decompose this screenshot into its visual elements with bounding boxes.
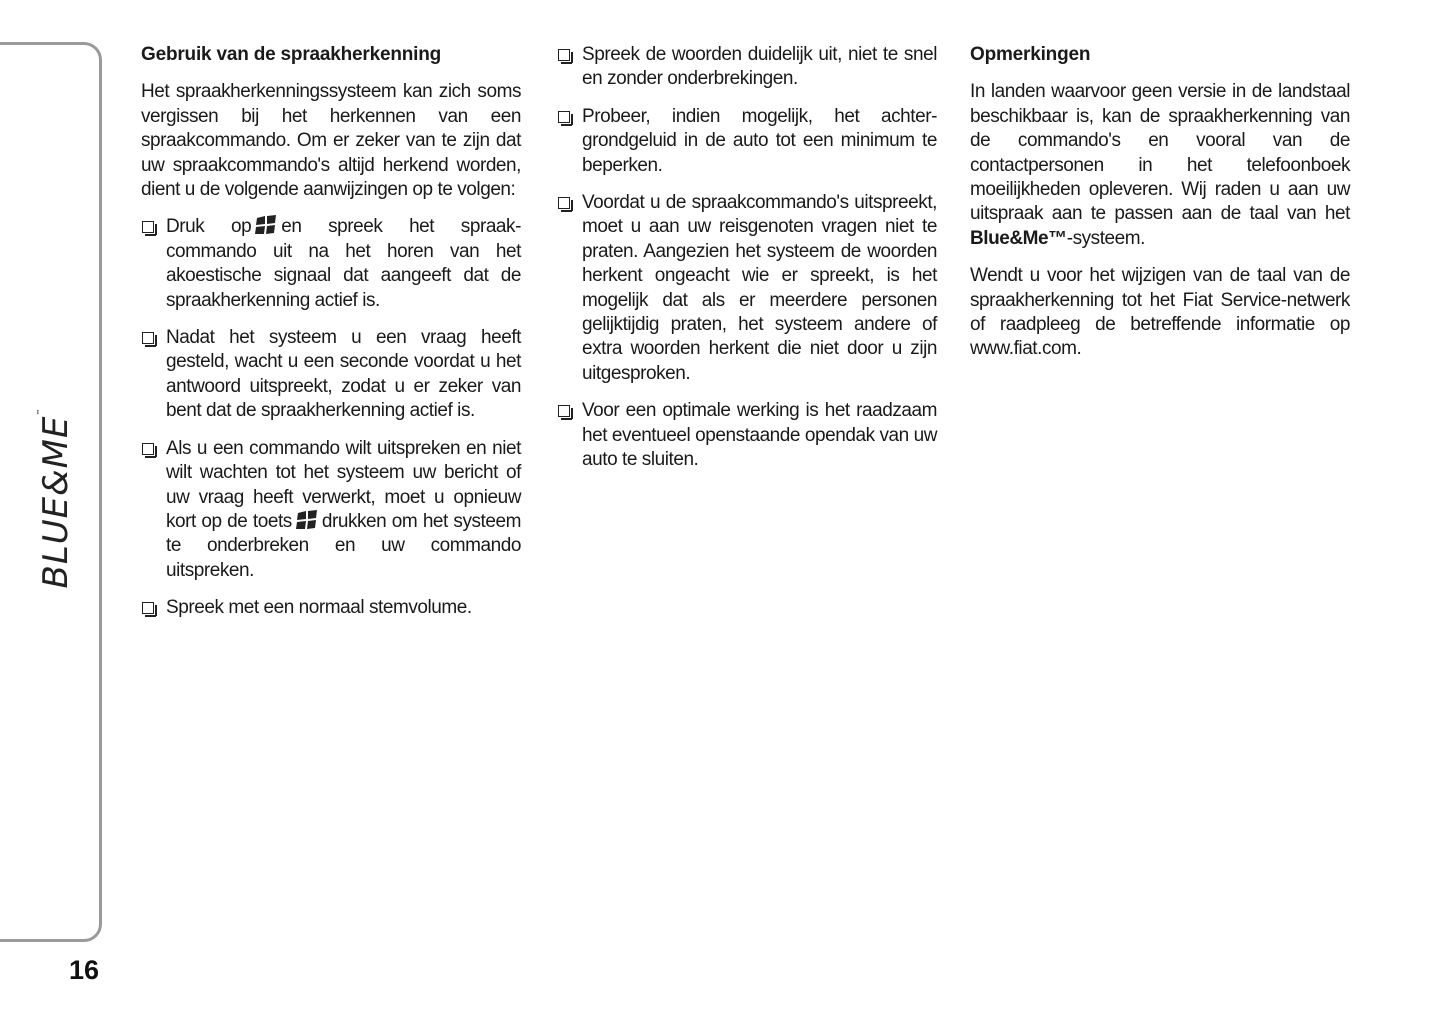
- notes-paragraph: Wendt u voor het wijzigen van de taal van de spraakherkenning tot het Fiat Service-netwerk of raadpleeg de betreffende informatie op www.fiat.com.: [970, 265, 1350, 360]
- item-text: Probeer, indien mogelijk, het achter-grondgeluid in de auto tot een minimum te beperken.: [582, 105, 937, 176]
- checkbox-bullet-icon: [142, 443, 154, 455]
- item-text: Als u een commando wilt uitspreken en niet wilt wachten tot het systeem uw bericht of uw vraag heeft verwerkt, moet u opnieuw kort op de toets: [166, 437, 521, 532]
- page-number: 16: [69, 955, 100, 985]
- column-2: [557, 43, 937, 486]
- checkbox-bullet-icon: [558, 111, 570, 123]
- list-item: [141, 437, 521, 583]
- checkbox-bullet-icon: [558, 405, 570, 417]
- section-heading: Opmerkingen: [970, 44, 1091, 65]
- text: In landen waarvoor geen versie in de landstaal beschikbaar is, kan de spraakherkenning van de commando's en vooral van de contactpersonen in het telefoonboek moeilijkheden opleveren. Wij raden u aan uw uitspraak aan te passen aan de taal van het: [970, 81, 1350, 225]
- checkbox-bullet-icon: [142, 221, 154, 233]
- column-1: [141, 43, 521, 634]
- list-item: [557, 399, 937, 472]
- list-item: [141, 596, 521, 620]
- list-item: [557, 43, 937, 92]
- checkbox-bullet-icon: [142, 602, 154, 614]
- list-item: [557, 191, 937, 386]
- item-text: Nadat het systeem u een vraag heeft gesteld, wacht u een seconde voordat u het antwoord uitspreekt, zodat u er zeker van bent dat de spraakherkenning actief is.: [166, 327, 521, 422]
- item-text: drukken om het systeem te onderbreken en uw commando uitspreken.: [166, 510, 521, 581]
- list-item: [557, 105, 937, 178]
- voice-button-icon: [255, 215, 277, 235]
- item-text: Voordat u de spraakcommando's uitspreekt, moet u aan uw reisgenoten vragen niet te praten. Aangezien het systeem de woorden herkent ongeacht wie er spreekt, is het mogelijk dat als er meerdere personen gelijktijdig praten, het systeem andere of extra woorden herkent die niet door u zijn uitgesproken.: [582, 192, 937, 384]
- item-text: Voor een optimale werking is het raadzaam het eventueel openstaande opendak van uw auto te sluiten.: [582, 400, 937, 471]
- checkbox-bullet-icon: [558, 49, 570, 61]
- list-item: [141, 215, 521, 313]
- section-heading: Gebruik van de spraakherkenning: [141, 44, 442, 65]
- checkbox-bullet-icon: [142, 332, 154, 344]
- logo-tm: ™: [36, 407, 44, 416]
- brand-name: Blue&Me™: [970, 227, 1067, 249]
- notes-paragraph: [970, 80, 1350, 251]
- item-text: Spreek de woorden duidelijk uit, niet te snel en zonder onderbrekingen.: [582, 44, 937, 90]
- item-text: en spreek het spraak-commando uit na het horen van het akoestische signaal dat aangeeft dat de spraakherkenning actief is.: [166, 216, 521, 311]
- checkbox-bullet-icon: [558, 197, 570, 209]
- blue-and-me-logo: [36, 408, 76, 589]
- text: -systeem.: [1066, 227, 1145, 249]
- list-item: [141, 326, 521, 424]
- item-text: Spreek met een normaal stemvolume.: [166, 597, 472, 619]
- column-3: [970, 43, 1350, 375]
- logo-text: BLUE&ME: [36, 415, 76, 589]
- intro-paragraph: Het spraakherkenningssysteem kan zich soms vergissen bij het herkennen van een spraakcommando. Om er zeker van te zijn dat uw spraakcommando's altijd herkend worden, dient u de volgende aanwijzingen op te volgen:: [141, 81, 521, 201]
- voice-button-icon: [296, 510, 318, 530]
- item-text: Druk op: [166, 216, 252, 238]
